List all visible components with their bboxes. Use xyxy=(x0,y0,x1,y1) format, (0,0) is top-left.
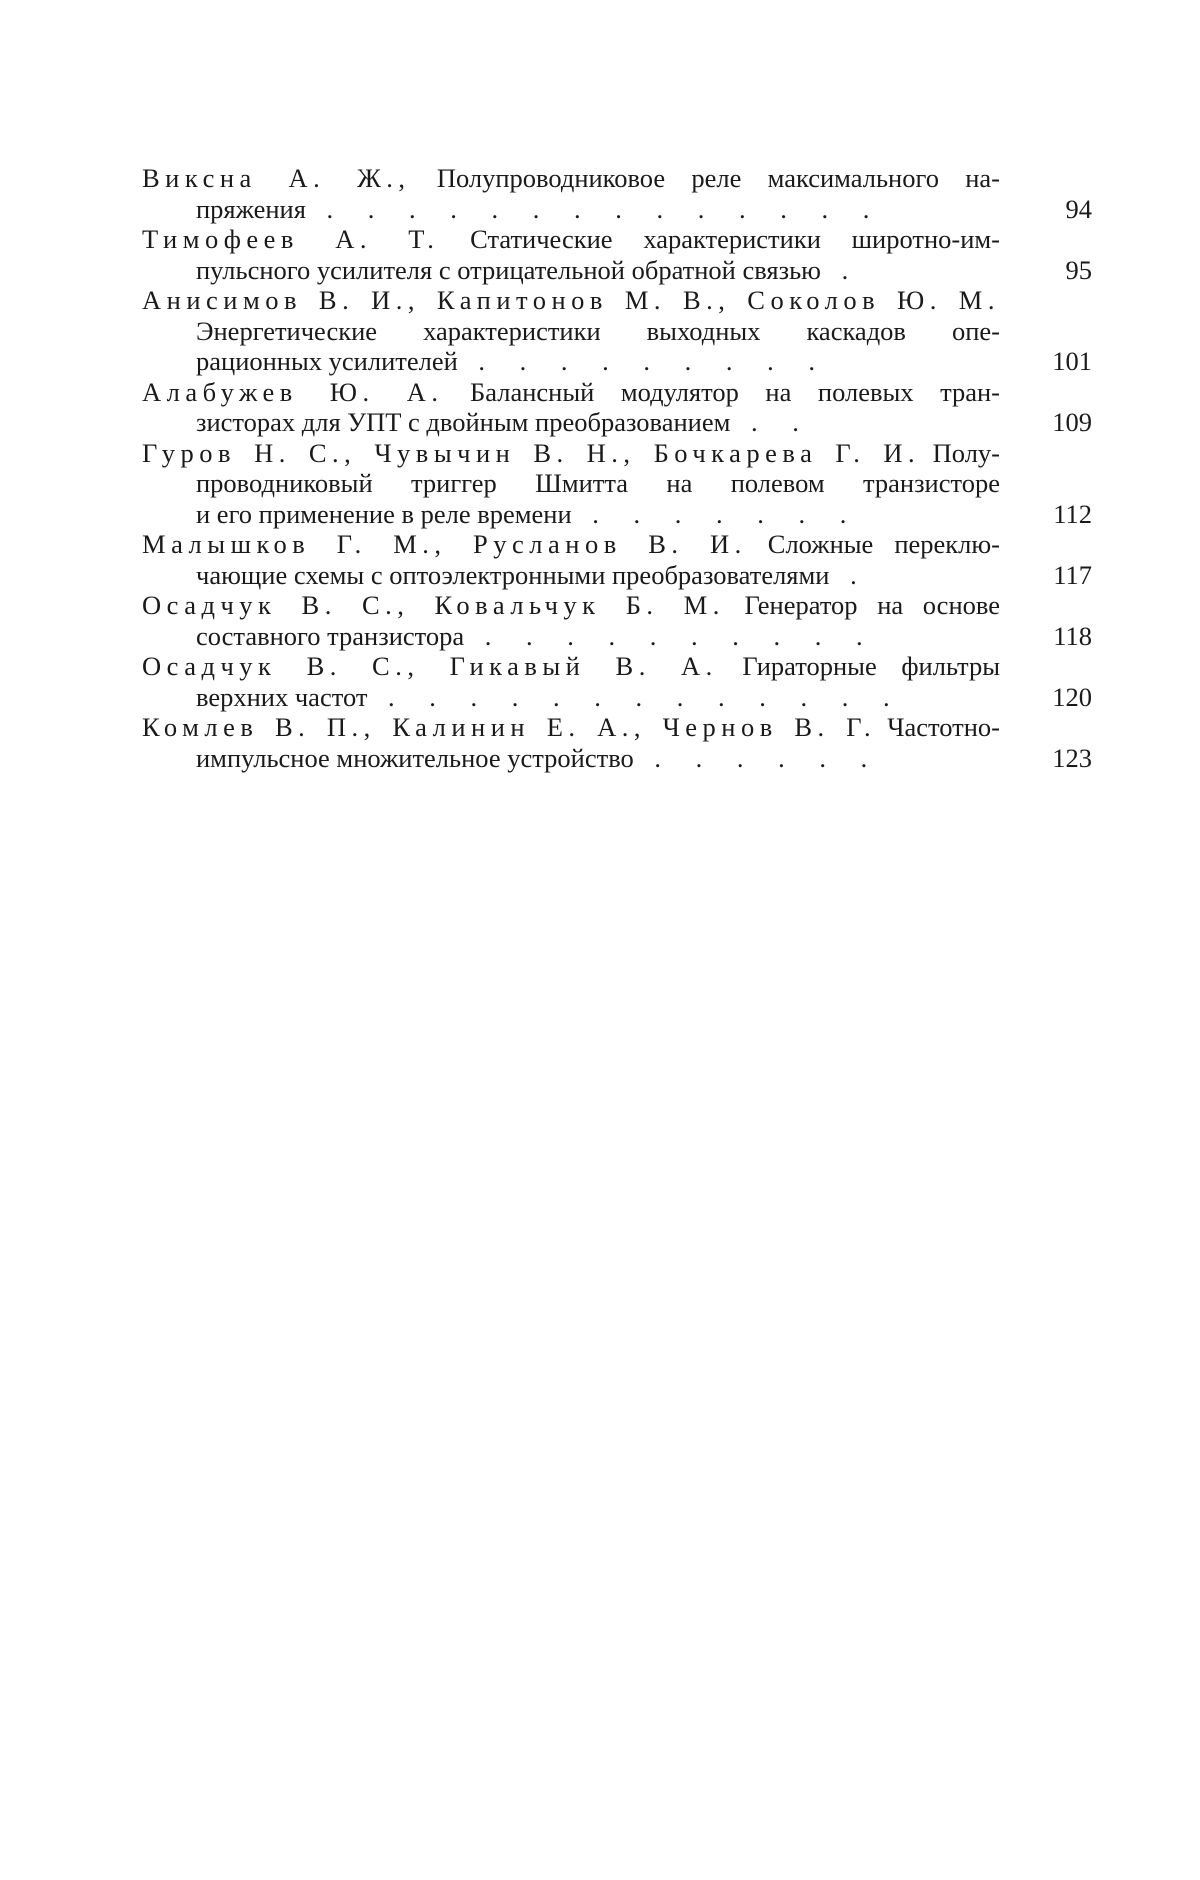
toc-entry-page-number: 123 xyxy=(1052,742,1092,773)
toc-entry xyxy=(142,377,1092,438)
toc-entry xyxy=(142,438,1092,530)
toc-entry-authors: Анисимов В. И., Капитонов М. В., Соколов Ю. М. xyxy=(142,285,1000,315)
toc-entry-title: Генератор на основе xyxy=(724,590,1000,620)
toc-entry xyxy=(142,651,1092,712)
toc-entry-authors: Малышков Г. М., Русланов В. И. xyxy=(142,529,747,559)
toc-entry-line xyxy=(142,651,1000,682)
toc-leader-dots: . . xyxy=(730,407,813,437)
toc-entry-page-number: 109 xyxy=(1052,407,1092,437)
toc-entry-title: чающие схемы с оптоэлектронными преобразователями xyxy=(196,559,830,590)
toc-entry-page-number: 95 xyxy=(1065,254,1092,285)
toc-leader-dots: . . . . . . . . . . . . . . xyxy=(305,193,884,224)
toc-entry-title: Частотно- xyxy=(876,712,1000,742)
toc-entry xyxy=(142,163,1092,224)
toc-entry-authors: Тимофеев А. Т. xyxy=(142,224,440,254)
toc-entry-authors: Виксна А. Ж., xyxy=(142,163,411,193)
toc-entry-title: Сложные переклю- xyxy=(746,529,1000,559)
toc-leader-dots: . xyxy=(820,254,863,285)
toc-leader-dots: . xyxy=(829,559,871,590)
toc-entry-line xyxy=(142,255,1000,286)
toc-entry-line xyxy=(142,377,1000,408)
toc-entry-title: импульсное множительное устройство xyxy=(196,742,634,773)
toc-entry-title: Полупроводниковое реле максимального на- xyxy=(410,163,1000,193)
toc-entry-title: пряжения xyxy=(196,193,306,224)
toc-entry-line xyxy=(142,316,1000,347)
toc-entry-authors: Осадчук В. С., Ковальчук Б. М. xyxy=(142,590,725,620)
toc-entry-authors: Осадчук В. С., Гикавый В. А. xyxy=(142,651,718,681)
toc-entry-title: проводниковый триггер Шмитта на полевом транзисторе xyxy=(196,468,1000,498)
toc-entry-title: рационных усилителей xyxy=(196,346,458,376)
toc-entry xyxy=(142,224,1092,285)
toc-entry-line xyxy=(142,438,1000,469)
toc-entry-title: зисторах для УПТ с двойным преобразованием xyxy=(196,407,731,437)
toc-entry xyxy=(142,712,1092,773)
toc-entry-line xyxy=(142,163,1000,194)
toc-entry-line xyxy=(142,346,1000,377)
toc-entry-authors: Алабужев Ю. А. xyxy=(142,376,444,407)
toc-entry-line xyxy=(142,499,1000,530)
toc-entry-line xyxy=(142,285,1000,316)
toc-entry-title: Гираторные фильтры xyxy=(717,651,1000,681)
toc-entry-title: Балансный модулятор на полевых тран- xyxy=(443,376,1000,407)
toc-entry-line xyxy=(142,407,1000,438)
toc-entry-line xyxy=(142,560,1000,591)
toc-entry-page-number: 118 xyxy=(1053,620,1092,651)
toc-entry-authors: Комлев В. П., Калинин Е. А., Чернов В. Г. xyxy=(142,712,877,742)
toc-entry-title: Статические характеристики широтно-им- xyxy=(439,224,1000,254)
toc-entry-page-number: 101 xyxy=(1052,346,1092,376)
toc-entry-line xyxy=(142,590,1000,621)
toc-leader-dots: . . . . . . . . . xyxy=(457,346,830,376)
toc-entry-page-number: 94 xyxy=(1065,193,1092,224)
toc-entry xyxy=(142,285,1092,377)
toc-entry-title: составного транзистора xyxy=(196,620,465,651)
toc-entry-line xyxy=(142,468,1000,499)
toc-entry-title: пульсного усилителя с отрицательной обратной связью xyxy=(196,254,821,285)
toc-entry-line xyxy=(142,224,1000,255)
toc-leader-dots: . . . . . . . xyxy=(571,498,861,529)
toc-leader-dots: . . . . . . . . . . xyxy=(464,620,877,651)
toc-entry xyxy=(142,590,1092,651)
toc-entry-line xyxy=(142,194,1000,225)
toc-entry-page-number: 117 xyxy=(1053,559,1092,590)
toc-entry-line xyxy=(142,621,1000,652)
table-of-contents xyxy=(142,163,1092,773)
toc-entry-title: и его применение в реле времени xyxy=(196,498,572,529)
toc-entry-line xyxy=(142,682,1000,713)
toc-entry-authors: Гуров Н. С., Чувычин В. Н., Бочкарева Г. И. xyxy=(142,437,921,468)
toc-entry xyxy=(142,529,1092,590)
toc-entry-title: Энергетические характеристики выходных каскадов опе- xyxy=(196,315,1000,346)
toc-entry-line xyxy=(142,743,1000,774)
toc-entry-page-number: 112 xyxy=(1053,498,1092,529)
toc-leader-dots: . . . . . . . . . . . . . xyxy=(367,681,904,712)
toc-entry-title: верхних частот xyxy=(196,681,368,712)
toc-leader-dots: . . . . . . xyxy=(633,742,882,773)
toc-entry-page-number: 120 xyxy=(1052,681,1092,712)
toc-entry-line xyxy=(142,529,1000,560)
toc-entry-title: Полу- xyxy=(920,437,1000,468)
toc-entry-line xyxy=(142,712,1000,743)
